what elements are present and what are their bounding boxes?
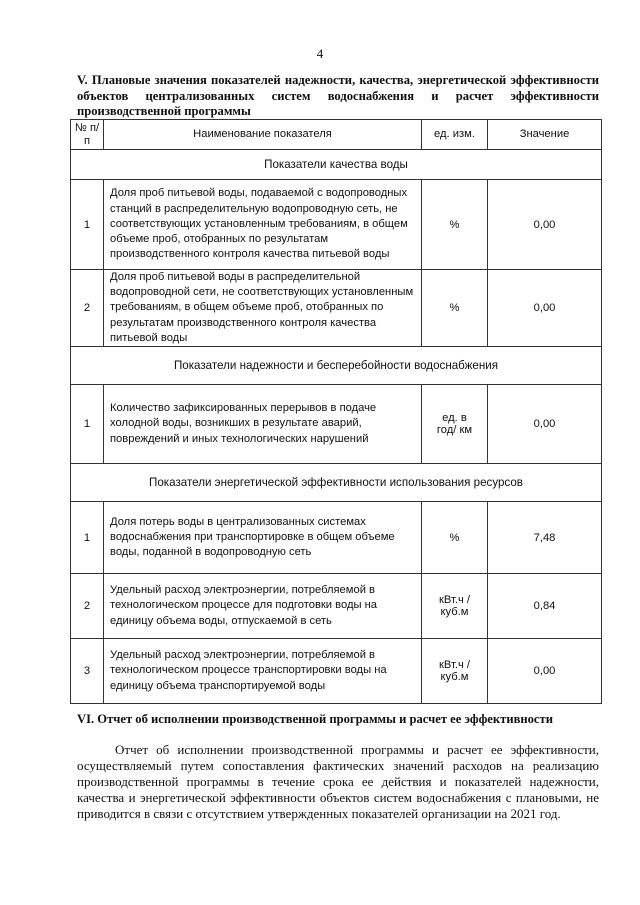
header-value: Значение xyxy=(488,120,602,150)
row-name: Количество зафиксированных перерывов в подаче холодной воды, возникших в результате аварий, повреждений и иных технологических нарушений xyxy=(104,385,422,464)
header-name: Наименование показателя xyxy=(104,120,422,150)
row-num: 2 xyxy=(71,270,104,347)
row-unit: кВт.ч / куб.м xyxy=(422,639,488,704)
row-name: Доля проб питьевой воды в распределительной водопроводной сети, не соответствующих установленным требованиям, в общем объеме проб, отобранных по результатам производственного контроля качества питьевой воды xyxy=(104,270,422,347)
row-value: 7,48 xyxy=(488,502,602,574)
group-title: Показатели качества воды xyxy=(71,150,602,180)
group-row-energy-efficiency xyxy=(71,464,602,502)
page-number: 4 xyxy=(316,46,324,61)
row-unit: % xyxy=(422,502,488,574)
header-unit: ед. изм. xyxy=(422,120,488,150)
row-unit: кВт.ч / куб.м xyxy=(422,574,488,639)
row-num: 3 xyxy=(71,639,104,704)
row-name: Доля проб питьевой воды, подаваемой с водопроводных станций в распределительную водопроводную сеть, не соответствующих установленным требованиям, в общем объеме проб, отобранных по результатам производственного контроля качества питьевой воды xyxy=(104,180,422,270)
table-row xyxy=(71,180,602,270)
row-num: 1 xyxy=(71,502,104,574)
row-num: 1 xyxy=(71,385,104,464)
row-num: 2 xyxy=(71,574,104,639)
row-num: 1 xyxy=(71,180,104,270)
group-title: Показатели надежности и бесперебойности водоснабжения xyxy=(71,347,602,385)
table-row xyxy=(71,270,602,347)
group-title: Показатели энергетической эффективности использования ресурсов xyxy=(71,464,602,502)
section-5-heading: V. Плановые значения показателей надежности, качества, энергетической эффективности объектов централизованных систем водоснабжения и расчет эффективности производственной программы xyxy=(77,73,599,118)
table-header-row xyxy=(71,120,602,150)
indicators-table xyxy=(70,119,602,704)
group-row-water-quality xyxy=(71,150,602,180)
row-value: 0,00 xyxy=(488,385,602,464)
row-unit: % xyxy=(422,270,488,347)
row-name: Удельный расход электроэнергии, потребляемой в технологическом процессе для подготовки воды на единицу объема воды, отпускаемой в сеть xyxy=(104,574,422,639)
group-row-reliability xyxy=(71,347,602,385)
row-value: 0,00 xyxy=(488,270,602,347)
table-row xyxy=(71,502,602,574)
section-6-paragraph: Отчет об исполнении производственной программы и расчет ее эффективности, осуществляемый путем сопоставления фактических значений расходов на реализацию производственной программы в течение срока ее действия и показателей надежности, качества и энергетической эффективности объектов систем водоснабжения с плановыми, не приводится в связи с отсутствием утвержденных показателей организации на 2021 год. xyxy=(77,742,599,821)
table-row xyxy=(71,574,602,639)
row-unit: % xyxy=(422,180,488,270)
table-row xyxy=(71,639,602,704)
header-num: № п/п xyxy=(71,120,104,150)
row-value: 0,84 xyxy=(488,574,602,639)
row-name: Удельный расход электроэнергии, потребляемой в технологическом процессе транспортировки воды на единицу объема транспортируемой воды xyxy=(104,639,422,704)
table-row xyxy=(71,385,602,464)
row-unit: ед. в год/ км xyxy=(422,385,488,464)
section-6-heading: VI. Отчет об исполнении производственной программы и расчет ее эффективности xyxy=(77,712,553,726)
row-value: 0,00 xyxy=(488,639,602,704)
row-name: Доля потерь воды в централизованных системах водоснабжения при транспортировке в общем объеме воды, поданной в водопроводную сеть xyxy=(104,502,422,574)
row-value: 0,00 xyxy=(488,180,602,270)
